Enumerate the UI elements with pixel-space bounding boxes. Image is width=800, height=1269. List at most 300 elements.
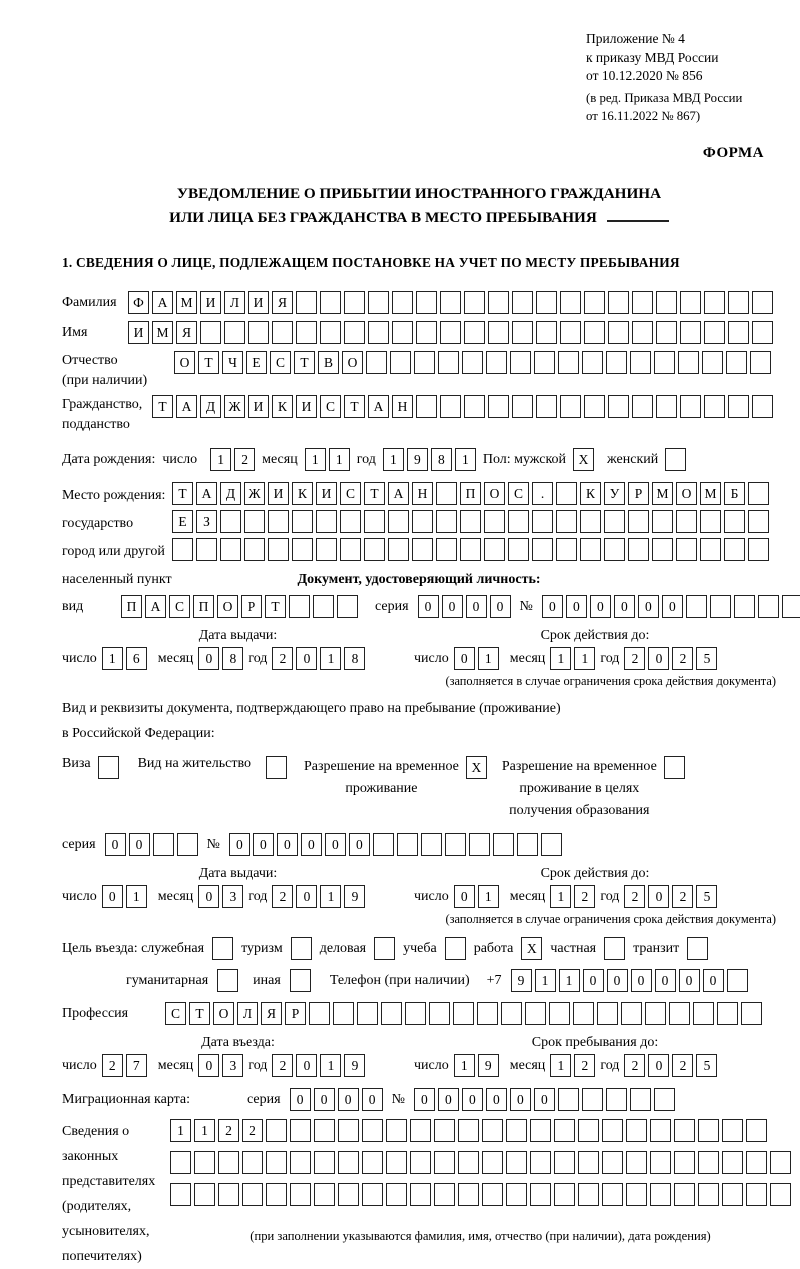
cell[interactable]: С [508, 482, 529, 505]
profession-cells[interactable] [165, 1002, 762, 1025]
cell[interactable]: 9 [344, 885, 365, 908]
cell[interactable] [488, 321, 509, 344]
cell[interactable]: Ж [244, 482, 265, 505]
cell[interactable] [436, 482, 457, 505]
birth-year-cells[interactable] [383, 448, 476, 471]
cell[interactable]: 9 [344, 1054, 365, 1077]
cell[interactable]: 0 [314, 1088, 335, 1111]
cell[interactable] [558, 1088, 579, 1111]
cell[interactable]: 0 [655, 969, 676, 992]
cell[interactable] [556, 482, 577, 505]
cell[interactable]: 1 [194, 1119, 215, 1142]
cell[interactable]: О [342, 351, 363, 374]
cell[interactable]: В [318, 351, 339, 374]
phone-cells[interactable] [511, 969, 748, 992]
cell[interactable] [704, 395, 725, 418]
cell[interactable] [445, 937, 466, 960]
cell[interactable] [652, 538, 673, 561]
id-series-cells[interactable] [418, 595, 511, 618]
permit-issue-year-cells[interactable] [272, 885, 365, 908]
cell[interactable] [604, 510, 625, 533]
cell[interactable] [362, 1119, 383, 1142]
cell[interactable]: Д [200, 395, 221, 418]
cell[interactable]: И [248, 291, 269, 314]
cell[interactable]: Т [364, 482, 385, 505]
cell[interactable]: 5 [696, 1054, 717, 1077]
cell[interactable]: Р [241, 595, 262, 618]
doc-type-cells[interactable] [121, 595, 358, 618]
cell[interactable] [290, 1119, 311, 1142]
cell[interactable] [386, 1183, 407, 1206]
cell[interactable] [710, 595, 731, 618]
cell[interactable] [621, 1002, 642, 1025]
cell[interactable] [488, 395, 509, 418]
cell[interactable] [746, 1183, 767, 1206]
sex-male-checkbox[interactable] [573, 448, 594, 471]
patronymic-cells[interactable] [174, 351, 771, 374]
cell[interactable] [296, 291, 317, 314]
id-valid-month-cells[interactable] [550, 647, 595, 670]
cell[interactable] [604, 538, 625, 561]
cell[interactable]: 8 [431, 448, 452, 471]
purpose-private-checkbox[interactable] [604, 937, 625, 960]
cell[interactable] [392, 321, 413, 344]
cell[interactable]: И [248, 395, 269, 418]
cell[interactable] [602, 1183, 623, 1206]
cell[interactable] [698, 1183, 719, 1206]
entry-year-cells[interactable] [272, 1054, 365, 1077]
cell[interactable]: К [272, 395, 293, 418]
cell[interactable]: Я [272, 291, 293, 314]
cell[interactable]: Д [220, 482, 241, 505]
cell[interactable] [469, 833, 490, 856]
cell[interactable]: 0 [229, 833, 250, 856]
cell[interactable]: 2 [242, 1119, 263, 1142]
surname-cells[interactable] [128, 291, 773, 314]
cell[interactable] [676, 510, 697, 533]
cell[interactable] [440, 291, 461, 314]
cell[interactable]: 1 [574, 647, 595, 670]
cell[interactable] [172, 538, 193, 561]
cell[interactable] [458, 1183, 479, 1206]
cell[interactable]: X [521, 937, 542, 960]
cell[interactable] [366, 351, 387, 374]
permit-number-cells[interactable] [229, 833, 562, 856]
cell[interactable] [628, 510, 649, 533]
cell[interactable] [578, 1119, 599, 1142]
cell[interactable] [665, 448, 686, 471]
cell[interactable] [338, 1119, 359, 1142]
cell[interactable] [320, 321, 341, 344]
cell[interactable]: 5 [696, 885, 717, 908]
cell[interactable]: 0 [534, 1088, 555, 1111]
cell[interactable]: 9 [511, 969, 532, 992]
cell[interactable]: Е [246, 351, 267, 374]
rvp-edu-checkbox[interactable] [664, 756, 685, 779]
cell[interactable] [268, 510, 289, 533]
cell[interactable] [604, 937, 625, 960]
cell[interactable]: И [316, 482, 337, 505]
cell[interactable]: 0 [614, 595, 635, 618]
purpose-study-checkbox[interactable] [445, 937, 466, 960]
cell[interactable] [602, 1119, 623, 1142]
cell[interactable] [510, 351, 531, 374]
entry-day-cells[interactable] [102, 1054, 147, 1077]
cell[interactable] [390, 351, 411, 374]
cell[interactable]: 0 [466, 595, 487, 618]
cell[interactable] [296, 321, 317, 344]
cell[interactable]: К [292, 482, 313, 505]
cell[interactable]: 9 [407, 448, 428, 471]
cell[interactable]: 0 [418, 595, 439, 618]
cell[interactable] [410, 1119, 431, 1142]
cell[interactable]: П [460, 482, 481, 505]
cell[interactable] [438, 351, 459, 374]
cell[interactable] [177, 833, 198, 856]
cell[interactable] [482, 1119, 503, 1142]
cell[interactable]: С [340, 482, 361, 505]
cell[interactable]: 0 [638, 595, 659, 618]
cell[interactable] [244, 538, 265, 561]
cell[interactable] [392, 291, 413, 314]
purpose-tourism-checkbox[interactable] [291, 937, 312, 960]
cell[interactable] [650, 1119, 671, 1142]
cell[interactable] [314, 1183, 335, 1206]
cell[interactable]: Л [237, 1002, 258, 1025]
cell[interactable] [344, 321, 365, 344]
cell[interactable] [196, 538, 217, 561]
cell[interactable] [652, 510, 673, 533]
cell[interactable] [680, 291, 701, 314]
cell[interactable]: 0 [253, 833, 274, 856]
cell[interactable] [292, 510, 313, 533]
cell[interactable] [680, 395, 701, 418]
cell[interactable] [560, 321, 581, 344]
cell[interactable] [429, 1002, 450, 1025]
cell[interactable]: Л [224, 291, 245, 314]
cell[interactable]: 6 [126, 647, 147, 670]
cell[interactable] [632, 291, 653, 314]
cell[interactable] [272, 321, 293, 344]
permit-issue-month-cells[interactable] [198, 885, 243, 908]
entry-month-cells[interactable] [198, 1054, 243, 1077]
cell[interactable] [337, 595, 358, 618]
cell[interactable]: 2 [624, 647, 645, 670]
cell[interactable] [582, 1088, 603, 1111]
cell[interactable] [512, 395, 533, 418]
cell[interactable] [573, 1002, 594, 1025]
cell[interactable]: 0 [296, 885, 317, 908]
cell[interactable] [506, 1183, 527, 1206]
cell[interactable]: М [152, 321, 173, 344]
cell[interactable] [722, 1119, 743, 1142]
cell[interactable] [291, 937, 312, 960]
cell[interactable] [664, 756, 685, 779]
cell[interactable] [462, 351, 483, 374]
cell[interactable] [656, 291, 677, 314]
cell[interactable] [748, 510, 769, 533]
cell[interactable] [453, 1002, 474, 1025]
cell[interactable]: 0 [349, 833, 370, 856]
cell[interactable] [388, 538, 409, 561]
cell[interactable]: Р [628, 482, 649, 505]
cell[interactable]: Т [172, 482, 193, 505]
cell[interactable] [309, 1002, 330, 1025]
cell[interactable]: 0 [296, 647, 317, 670]
cell[interactable] [556, 538, 577, 561]
cell[interactable]: Я [176, 321, 197, 344]
cell[interactable] [194, 1183, 215, 1206]
cell[interactable]: 3 [222, 1054, 243, 1077]
cell[interactable]: Ч [222, 351, 243, 374]
cell[interactable]: 1 [535, 969, 556, 992]
cell[interactable] [750, 351, 771, 374]
cell[interactable] [686, 595, 707, 618]
cell[interactable] [632, 321, 653, 344]
name-cells[interactable] [128, 321, 773, 344]
cell[interactable]: 2 [272, 647, 293, 670]
purpose-official-checkbox[interactable] [212, 937, 233, 960]
cell[interactable] [506, 1119, 527, 1142]
cell[interactable] [316, 510, 337, 533]
cell[interactable] [200, 321, 221, 344]
cell[interactable] [748, 538, 769, 561]
cell[interactable]: М [176, 291, 197, 314]
cell[interactable] [410, 1183, 431, 1206]
cell[interactable] [717, 1002, 738, 1025]
cell[interactable]: Т [294, 351, 315, 374]
cell[interactable] [460, 510, 481, 533]
cell[interactable]: Ж [224, 395, 245, 418]
cell[interactable]: 1 [102, 647, 123, 670]
id-valid-year-cells[interactable] [624, 647, 717, 670]
cell[interactable] [724, 538, 745, 561]
cell[interactable]: 9 [478, 1054, 499, 1077]
cell[interactable] [726, 351, 747, 374]
cell[interactable] [626, 1119, 647, 1142]
cell[interactable] [782, 595, 800, 618]
cell[interactable]: З [196, 510, 217, 533]
cell[interactable] [728, 395, 749, 418]
cell[interactable] [486, 351, 507, 374]
cell[interactable]: О [676, 482, 697, 505]
cell[interactable] [580, 510, 601, 533]
cell[interactable] [654, 1088, 675, 1111]
cell[interactable]: 7 [126, 1054, 147, 1077]
cell[interactable] [541, 833, 562, 856]
cell[interactable] [482, 1183, 503, 1206]
cell[interactable] [530, 1183, 551, 1206]
permit-valid-month-cells[interactable] [550, 885, 595, 908]
id-issue-month-cells[interactable] [198, 647, 243, 670]
cell[interactable] [560, 395, 581, 418]
cell[interactable]: Я [261, 1002, 282, 1025]
cell[interactable] [484, 510, 505, 533]
cell[interactable]: К [580, 482, 601, 505]
birthplace-cells-row3[interactable] [172, 538, 769, 561]
stay-month-cells[interactable] [550, 1054, 595, 1077]
cell[interactable]: 0 [301, 833, 322, 856]
cell[interactable]: 8 [222, 647, 243, 670]
cell[interactable]: 1 [126, 885, 147, 908]
cell[interactable] [220, 538, 241, 561]
purpose-humanitarian-checkbox[interactable] [217, 969, 238, 992]
cell[interactable] [532, 510, 553, 533]
cell[interactable] [700, 538, 721, 561]
cell[interactable] [512, 291, 533, 314]
cell[interactable] [266, 1119, 287, 1142]
cell[interactable]: Р [285, 1002, 306, 1025]
cell[interactable] [220, 510, 241, 533]
cell[interactable] [242, 1183, 263, 1206]
cell[interactable]: 2 [672, 1054, 693, 1077]
cell[interactable]: 0 [631, 969, 652, 992]
cell[interactable]: 1 [383, 448, 404, 471]
cell[interactable] [687, 937, 708, 960]
cell[interactable]: 1 [550, 647, 571, 670]
cell[interactable] [654, 351, 675, 374]
permit-valid-year-cells[interactable] [624, 885, 717, 908]
cell[interactable] [606, 1088, 627, 1111]
cell[interactable]: 1 [550, 1054, 571, 1077]
cell[interactable]: Т [265, 595, 286, 618]
cell[interactable] [338, 1183, 359, 1206]
cell[interactable]: 0 [414, 1088, 435, 1111]
cell[interactable] [212, 937, 233, 960]
cell[interactable] [388, 510, 409, 533]
cell[interactable]: 1 [320, 1054, 341, 1077]
sex-female-checkbox[interactable] [665, 448, 686, 471]
cell[interactable] [741, 1002, 762, 1025]
citizenship-cells[interactable] [152, 395, 773, 418]
cell[interactable]: С [270, 351, 291, 374]
cell[interactable] [676, 538, 697, 561]
cell[interactable] [440, 321, 461, 344]
cell[interactable]: 0 [438, 1088, 459, 1111]
cell[interactable]: П [121, 595, 142, 618]
cell[interactable]: 0 [648, 885, 669, 908]
cell[interactable]: X [466, 756, 487, 779]
cell[interactable] [373, 833, 394, 856]
cell[interactable] [656, 321, 677, 344]
cell[interactable] [316, 538, 337, 561]
cell[interactable] [153, 833, 174, 856]
cell[interactable] [493, 833, 514, 856]
cell[interactable]: И [296, 395, 317, 418]
cell[interactable] [368, 321, 389, 344]
cell[interactable] [530, 1119, 551, 1142]
id-issue-year-cells[interactable] [272, 647, 365, 670]
cell[interactable]: 1 [305, 448, 326, 471]
cell[interactable] [536, 321, 557, 344]
cell[interactable]: 0 [198, 885, 219, 908]
visa-checkbox[interactable] [98, 756, 119, 779]
cell[interactable]: М [652, 482, 673, 505]
cell[interactable]: Н [392, 395, 413, 418]
cell[interactable]: 0 [648, 647, 669, 670]
cell[interactable] [434, 1119, 455, 1142]
cell[interactable] [608, 291, 629, 314]
cell[interactable]: 1 [210, 448, 231, 471]
cell[interactable] [556, 510, 577, 533]
cell[interactable]: Е [172, 510, 193, 533]
cell[interactable] [558, 351, 579, 374]
cell[interactable] [597, 1002, 618, 1025]
id-number-cells[interactable] [542, 595, 800, 618]
cell[interactable] [517, 833, 538, 856]
cell[interactable] [268, 538, 289, 561]
cell[interactable]: 8 [344, 647, 365, 670]
cell[interactable] [728, 291, 749, 314]
cell[interactable]: 5 [696, 647, 717, 670]
cell[interactable] [440, 395, 461, 418]
cell[interactable] [724, 510, 745, 533]
cell[interactable] [748, 482, 769, 505]
cell[interactable]: 0 [102, 885, 123, 908]
cell[interactable] [458, 1119, 479, 1142]
cell[interactable]: 0 [198, 1054, 219, 1077]
cell[interactable] [290, 969, 311, 992]
cell[interactable] [416, 395, 437, 418]
cell[interactable] [734, 595, 755, 618]
cell[interactable] [421, 833, 442, 856]
cell[interactable]: О [217, 595, 238, 618]
cell[interactable]: 0 [198, 647, 219, 670]
cell[interactable]: 0 [277, 833, 298, 856]
cell[interactable] [584, 291, 605, 314]
cell[interactable] [436, 510, 457, 533]
cell[interactable]: 1 [478, 885, 499, 908]
cell[interactable] [217, 969, 238, 992]
cell[interactable] [704, 291, 725, 314]
cell[interactable] [608, 321, 629, 344]
cell[interactable] [344, 291, 365, 314]
cell[interactable]: 0 [566, 595, 587, 618]
cell[interactable] [434, 1183, 455, 1206]
cell[interactable] [508, 538, 529, 561]
cell[interactable] [357, 1002, 378, 1025]
cell[interactable]: 0 [510, 1088, 531, 1111]
cell[interactable] [98, 756, 119, 779]
cell[interactable]: С [320, 395, 341, 418]
cell[interactable]: С [165, 1002, 186, 1025]
cell[interactable]: 2 [272, 885, 293, 908]
cell[interactable] [464, 291, 485, 314]
cell[interactable] [630, 351, 651, 374]
cell[interactable] [362, 1183, 383, 1206]
cell[interactable]: 0 [542, 595, 563, 618]
cell[interactable]: 0 [296, 1054, 317, 1077]
cell[interactable]: 1 [550, 885, 571, 908]
cell[interactable] [702, 351, 723, 374]
birthplace-cells-row2[interactable] [172, 510, 769, 533]
cell[interactable]: 2 [574, 1054, 595, 1077]
cell[interactable] [606, 351, 627, 374]
legal-reps-cells-row3[interactable] [170, 1183, 791, 1206]
cell[interactable] [381, 1002, 402, 1025]
cell[interactable]: 0 [129, 833, 150, 856]
cell[interactable] [752, 291, 773, 314]
cell[interactable]: 2 [624, 885, 645, 908]
cell[interactable] [722, 1183, 743, 1206]
cell[interactable]: А [176, 395, 197, 418]
purpose-work-checkbox[interactable] [521, 937, 542, 960]
cell[interactable]: 0 [442, 595, 463, 618]
cell[interactable]: 2 [624, 1054, 645, 1077]
cell[interactable] [436, 538, 457, 561]
cell[interactable] [218, 1183, 239, 1206]
cell[interactable]: 2 [218, 1119, 239, 1142]
